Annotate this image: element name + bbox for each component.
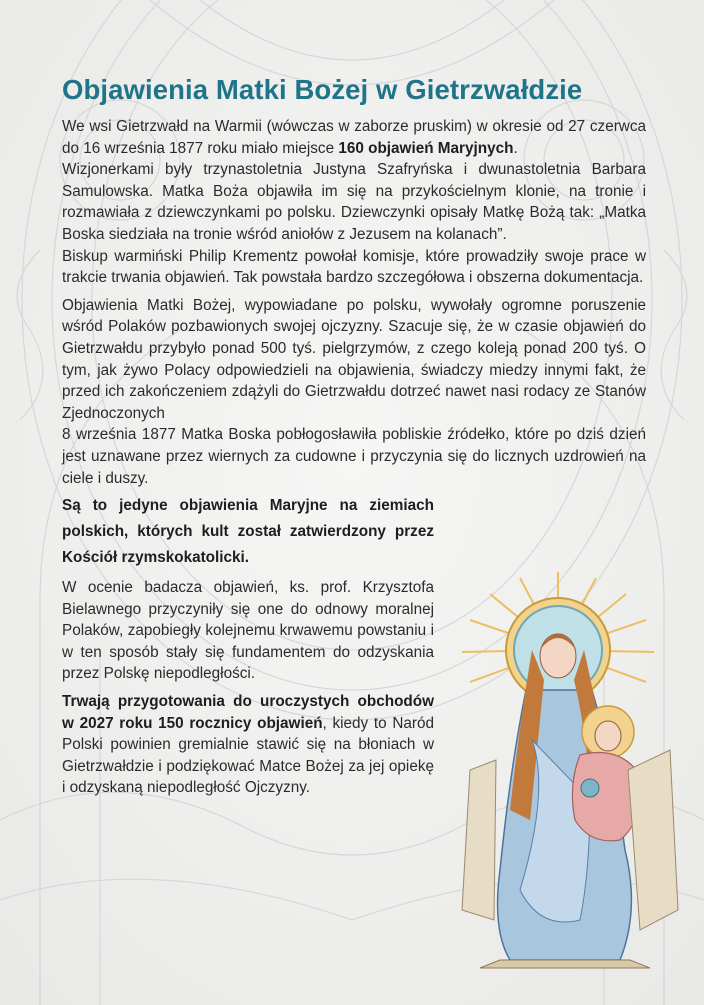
paragraph-anniversary: Trwają przygotowania do uroczystych obchodów w 2027 roku 150 rocznicy objawień, kiedy to Naród Polski powinien gremialnie stawić się na błoniach w Gietrzwałdzie i podziękować Matce Bożej za jej opiekę i odzyskaną niepodległość Ojczyzny. (62, 693, 434, 797)
paragraph-researcher: W ocenie badacza objawień, ks. prof. Krzysztofa Bielawnego przyczyniły się one do odnowy moralnej Polaków, zapobiegły kolejnemu krwawemu powstaniu i w ten sposób stały się fundamentem do odzyskania przez Polskę niepodległości. (62, 579, 434, 683)
highlight-160-apparitions: 160 objawień Maryjnych (338, 139, 514, 157)
paragraph-commission: Biskup warmiński Philip Krementz powołał komisje, które prowadziły swoje prace w trakcie trwania objawień. Tak powstała bardzo szczegółowa i obszerna dokumentacja. (62, 247, 646, 287)
paragraph-pilgrims: Objawienia Matki Bożej, wypowiadane po polsku, wywołały ogromne poruszenie wśród Polaków pozbawionych swojej ojczyzny. Szacuje się, że w czasie objawień do Gietrzwałdu przybyło ponad 500 tyś. pielgrzymów, z czego koleją ponad 200 tyś. O tym, jak żywo Polacy odpowiedzieli na objawienia, świadczy miedzy innymi fakt, że przed ich zakończeniem zdążyli do Gietrzwałdu dotrzeć nawet nasi rodacy ze Stanów Zjednoczonych (62, 296, 646, 422)
paragraph-intro: We wsi Gietrzwałd na Warmii (wówczas w zaborze pruskim) w okresie od 27 czerwca do 16 września 1877 roku miało miejsce 160 objawień Maryjnych. (62, 118, 646, 157)
paragraph-approval: Są to jedyne objawienia Maryjne na ziemiach polskich, których kult został zatwierdzony przez Kościół rzymskokatolicki. (62, 497, 434, 567)
narrow-column (62, 493, 434, 799)
paragraph-visionaries: Wizjonerkami były trzynastoletnia Justyna Szafryńska i dwunastoletnia Barbara Samulowska. Matka Boża objawiła im się na przykościelnym klonie, na tronie i rozmawiała z dziewczynkami po polsku. Dziewczynki opisały Matkę Bożą tak: „Matka Boska siedziała na tronie wśród aniołów z Jezusem na kolanach”. (62, 161, 646, 243)
paragraph-spring: 8 września 1877 Matka Boska pobłogosławiła pobliskie źródełko, które po dziś dzień jest uznawane przez wiernych za cudowne i przyczynia się do licznych uzdrowień na ciele i duszy. (62, 426, 646, 487)
page-title: Objawienia Matki Bożej w Gietrzwałdzie (62, 74, 583, 105)
article (62, 74, 646, 799)
highlight-anniversary: Trwają przygotowania do uroczystych obchodów w 2027 roku 150 rocznicy objawień (62, 693, 434, 732)
